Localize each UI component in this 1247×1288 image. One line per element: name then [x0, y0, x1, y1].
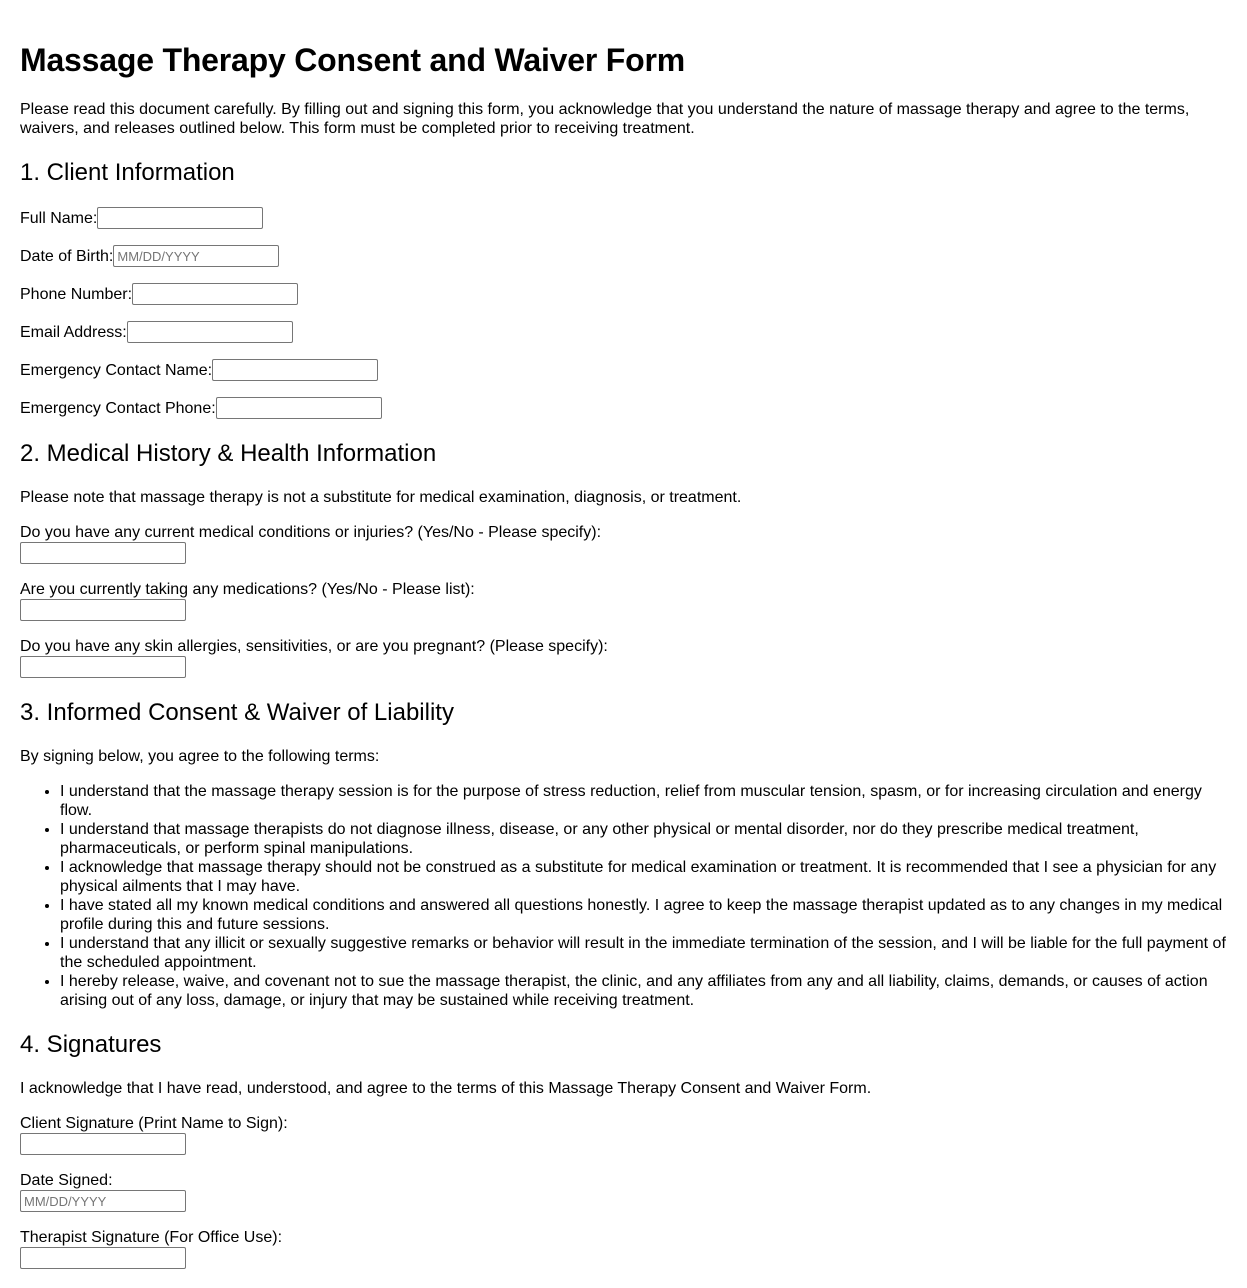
client-signature-field	[20, 1114, 1227, 1155]
date-signed-field	[20, 1171, 1227, 1212]
allergies-pregnancy-input[interactable]	[20, 656, 186, 678]
date-of-birth-input[interactable]	[113, 245, 279, 267]
therapist-signature-input[interactable]	[20, 1247, 186, 1269]
client-signature-label: Client Signature (Print Name to Sign):	[20, 1115, 288, 1132]
consent-terms-list	[20, 782, 1230, 1010]
consent-term: • I have stated all my known medical conditions and answered all questions honestly. I agree to keep the massage therapist updated as to any changes in my medical profile during this and future sessions.	[60, 896, 1230, 934]
consent-term: • I understand that the massage therapy session is for the purpose of stress reduction, relief from muscular tension, spasm, or for increasing circulation and energy flow.	[60, 782, 1230, 820]
allergies-pregnancy-question	[20, 637, 1227, 678]
date-of-birth-label: Date of Birth:	[20, 247, 114, 265]
medications-question	[20, 580, 1227, 621]
medical-conditions-label: Do you have any current medical conditions or injuries? (Yes/No - Please specify):	[20, 524, 602, 541]
emergency-contact-name-row	[20, 359, 1227, 381]
date-signed-label: Date Signed:	[20, 1172, 113, 1189]
therapist-signature-label: Therapist Signature (For Office Use):	[20, 1229, 283, 1246]
phone-number-label: Phone Number:	[20, 285, 133, 303]
medications-label: Are you currently taking any medications? (Yes/No - Please list):	[20, 581, 475, 598]
consent-term: • I acknowledge that massage therapy should not be construed as a substitute for medical examination or treatment. It is recommended that I see a physician for any physical ailments that I may have.	[60, 858, 1230, 896]
full-name-label: Full Name:	[20, 209, 98, 227]
consent-term: • I understand that any illicit or sexually suggestive remarks or behavior will result in the immediate termination of the session, and I will be liable for the full payment of the scheduled appointment.	[60, 934, 1230, 972]
emergency-contact-phone-input[interactable]	[216, 397, 382, 419]
therapist-signature-field	[20, 1228, 1227, 1269]
email-address-input[interactable]	[127, 321, 293, 343]
intro-text: Please read this document carefully. By filling out and signing this form, you acknowledge that you understand the nature of massage therapy and agree to the terms, waivers, and releases outlined below. This form must be completed prior to receiving treatment.	[20, 101, 1190, 137]
consent-term: • I understand that massage therapists do not diagnose illness, disease, or any other physical or mental disorder, nor do they prescribe medical treatment, pharmaceuticals, or perform spinal manipulations.	[60, 820, 1230, 858]
section-heading-signatures: 4. Signatures	[20, 1031, 162, 1058]
client-signature-input[interactable]	[20, 1133, 186, 1155]
email-address-label: Email Address:	[20, 323, 127, 341]
section-heading-client-info: 1. Client Information	[20, 159, 235, 186]
date-signed-input[interactable]	[20, 1190, 186, 1212]
full-name-row	[20, 207, 1227, 229]
medical-conditions-question	[20, 523, 1227, 564]
medications-input[interactable]	[20, 599, 186, 621]
phone-number-row	[20, 283, 1227, 305]
date-of-birth-row	[20, 245, 1227, 267]
page-title: Massage Therapy Consent and Waiver Form	[20, 42, 685, 78]
allergies-pregnancy-label: Do you have any skin allergies, sensitivities, or are you pregnant? (Please specify):	[20, 638, 608, 655]
emergency-contact-name-input[interactable]	[212, 359, 378, 381]
section-heading-medical-history: 2. Medical History & Health Information	[20, 440, 437, 467]
phone-number-input[interactable]	[132, 283, 298, 305]
medical-note: Please note that massage therapy is not a substitute for medical examination, diagnosis, or treatment.	[20, 489, 742, 506]
emergency-contact-phone-row	[20, 397, 1227, 419]
email-address-row	[20, 321, 1227, 343]
signature-statement: I acknowledge that I have read, understood, and agree to the terms of this Massage Therapy Consent and Waiver Form.	[20, 1080, 872, 1097]
consent-term: • I hereby release, waive, and covenant not to sue the massage therapist, the clinic, and any affiliates from any and all liability, claims, demands, or causes of action arising out of any loss, damage, or injury that may be sustained while receiving treatment.	[60, 972, 1230, 1010]
consent-intro: By signing below, you agree to the following terms:	[20, 748, 380, 765]
emergency-contact-name-label: Emergency Contact Name:	[20, 361, 213, 379]
section-heading-informed-consent: 3. Informed Consent & Waiver of Liability	[20, 699, 454, 726]
emergency-contact-phone-label: Emergency Contact Phone:	[20, 399, 216, 417]
medical-conditions-input[interactable]	[20, 542, 186, 564]
full-name-input[interactable]	[97, 207, 263, 229]
